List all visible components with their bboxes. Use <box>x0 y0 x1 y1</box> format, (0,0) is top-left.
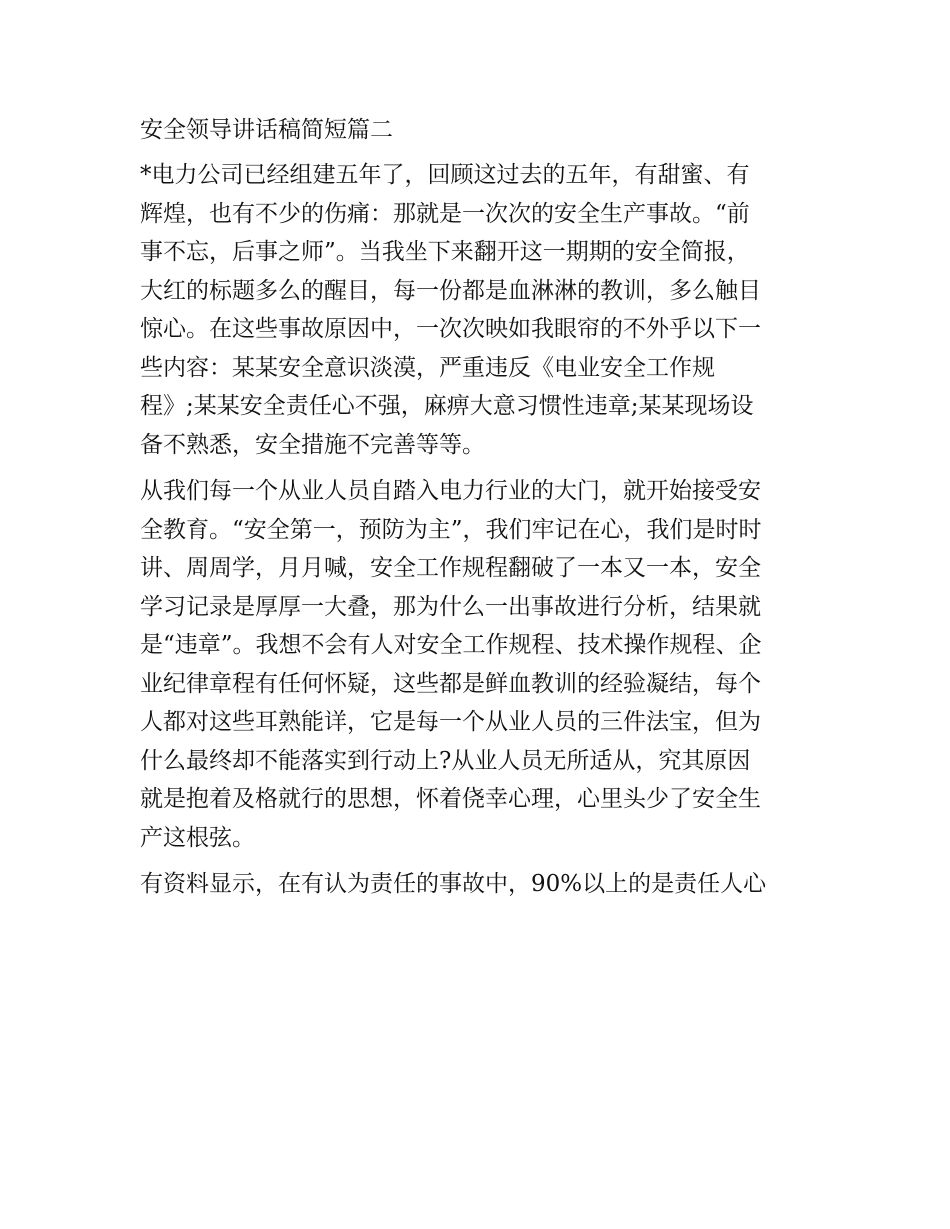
text-line: 学习记录是厚厚一大叠，那为什么一出事故进行分析，结果就 <box>140 593 761 620</box>
text-line: 就是抱着及格就行的思想，怀着侥幸心理，心里头少了安全生 <box>140 786 761 812</box>
text-line: 业纪律章程有任何怀疑，这些都是鲜血教训的经验凝结，每个 <box>140 670 761 697</box>
text-line: *电力公司已经组建五年了，回顾这过去的五年，有甜蜜、有 <box>140 162 750 188</box>
text-line: 从我们每一个从业人员自踏入电力行业的大门，就开始接受安 <box>140 478 761 504</box>
text-line: 些内容：某某安全意识淡漠，严重违反《电业安全工作规 <box>140 354 715 381</box>
text-line: 产这根弦。 <box>140 824 255 851</box>
text-line: 讲、周周学，月月喊，安全工作规程翻破了一本又一本，安全 <box>140 555 761 581</box>
text-line: 有资料显示，在有认为责任的事故中，90%以上的是责任人心 <box>140 871 767 897</box>
text-line: 大红的标题多么的醒目，每一份都是血淋淋的教训，多么触目 <box>140 277 761 304</box>
text-line: 程》;某某安全责任心不强，麻痹大意习惯性违章;某某现场设 <box>140 393 754 419</box>
paragraph-3 <box>140 865 815 904</box>
paragraph-2 <box>140 472 815 857</box>
text-line: 辉煌，也有不少的伤痛：那就是一次次的安全生产事故。“前 <box>140 200 750 227</box>
text-line: 全教育。“安全第一，预防为主”，我们牢记在心，我们是时时 <box>140 516 762 543</box>
text-line: 事不忘，后事之师”。当我坐下来翻开这一期期的安全简报， <box>140 239 750 265</box>
text-line: 人都对这些耳熟能详，它是每一个从业人员的三件法宝，但为 <box>140 709 761 735</box>
document-title: 安全领导讲话稿简短篇二 <box>140 117 393 143</box>
document-body <box>140 112 815 912</box>
text-line: 什么最终却不能落实到行动上?从业人员无所适从，究其原因 <box>140 747 751 774</box>
text-line: 是“违章”。我想不会有人对安全工作规程、技术操作规程、企 <box>140 632 762 658</box>
text-line: 惊心。在这些事故原因中，一次次映如我眼帘的不外乎以下一 <box>140 316 761 342</box>
text-line: 备不熟悉，安全措施不完善等等。 <box>140 431 485 458</box>
paragraph-1 <box>140 156 815 464</box>
